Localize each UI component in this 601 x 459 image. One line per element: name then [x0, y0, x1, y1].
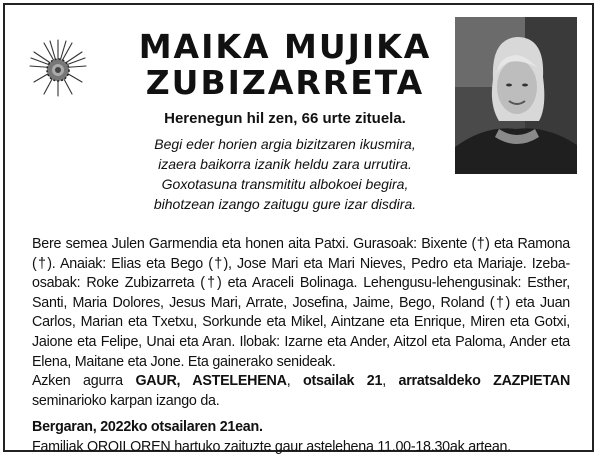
family-paragraph: Bere semea Julen Garmendia eta honen aita Patxi. Gurasoak: Bixente (†) eta Ramona (†). Anaiak: Elias eta Bego (†), Jose Mari eta Mari Nieves, Pedro eta Mariaje. Izeba-osabak: Roke Zubizarreta (†) eta Araceli Bolinaga. Lehengusu-lehengusinak: Esther, Santi, Maria Dolores, Jesus Mari, Arrate, Josefina, Jaime, Bego, Roland (†) eta Juan Carlos, Marian eta Txetxu, Sorkunde eta Mikel, Aintzane eta Enrique, Miren eta Gotxi, Jaione eta Felipe, Unai eta Aran. Ilobak: Izarne eta Ander, Aitzol eta Paloma, Ander eta Elena, Maitane eta Jone. Eta gainerako senideak. — [32, 236, 570, 370]
notice-body — [32, 235, 570, 458]
place-date: Bergaran, 2022ko otsailaren 21ean. — [32, 419, 263, 436]
farewell-text: Azken agurra — [32, 373, 136, 390]
farewell-sep: , — [382, 373, 399, 390]
poem — [120, 134, 450, 214]
death-notice-line: Herenegun hil zen, 66 urte zituela. — [164, 110, 406, 127]
farewell-date: otsailak 21 — [303, 373, 383, 390]
portrait-photo — [455, 17, 577, 174]
farewell-paragraph — [32, 372, 570, 411]
deceased-name-line2: ZUBIZARRETA — [145, 63, 425, 102]
farewell-time: arratsaldeko ZAZPIETAN — [398, 373, 571, 390]
thistle-icon — [28, 38, 88, 98]
farewell-day: GAUR, ASTELEHENA — [135, 373, 287, 390]
poem-line: bihotzean izango zaitugu gure izar disdira. — [153, 196, 417, 212]
funeral-home-line: Familiak OROILOREN hartuko zaituzte gaur astelehena 11.00-18.30ak artean. — [32, 438, 511, 455]
poem-line: izaera baikorra izanik heldu zara urrutira. — [158, 156, 412, 172]
poem-line: Begi eder horien argia bizitzaren ikusmira, — [154, 136, 416, 152]
farewell-location: seminarioko karpan izango da. — [32, 392, 220, 409]
deceased-name-line1: MAIKA MUJIKA — [138, 27, 432, 66]
farewell-sep: , — [286, 373, 303, 390]
poem-line: Goxotasuna transmititu albokoei begira, — [161, 176, 409, 192]
